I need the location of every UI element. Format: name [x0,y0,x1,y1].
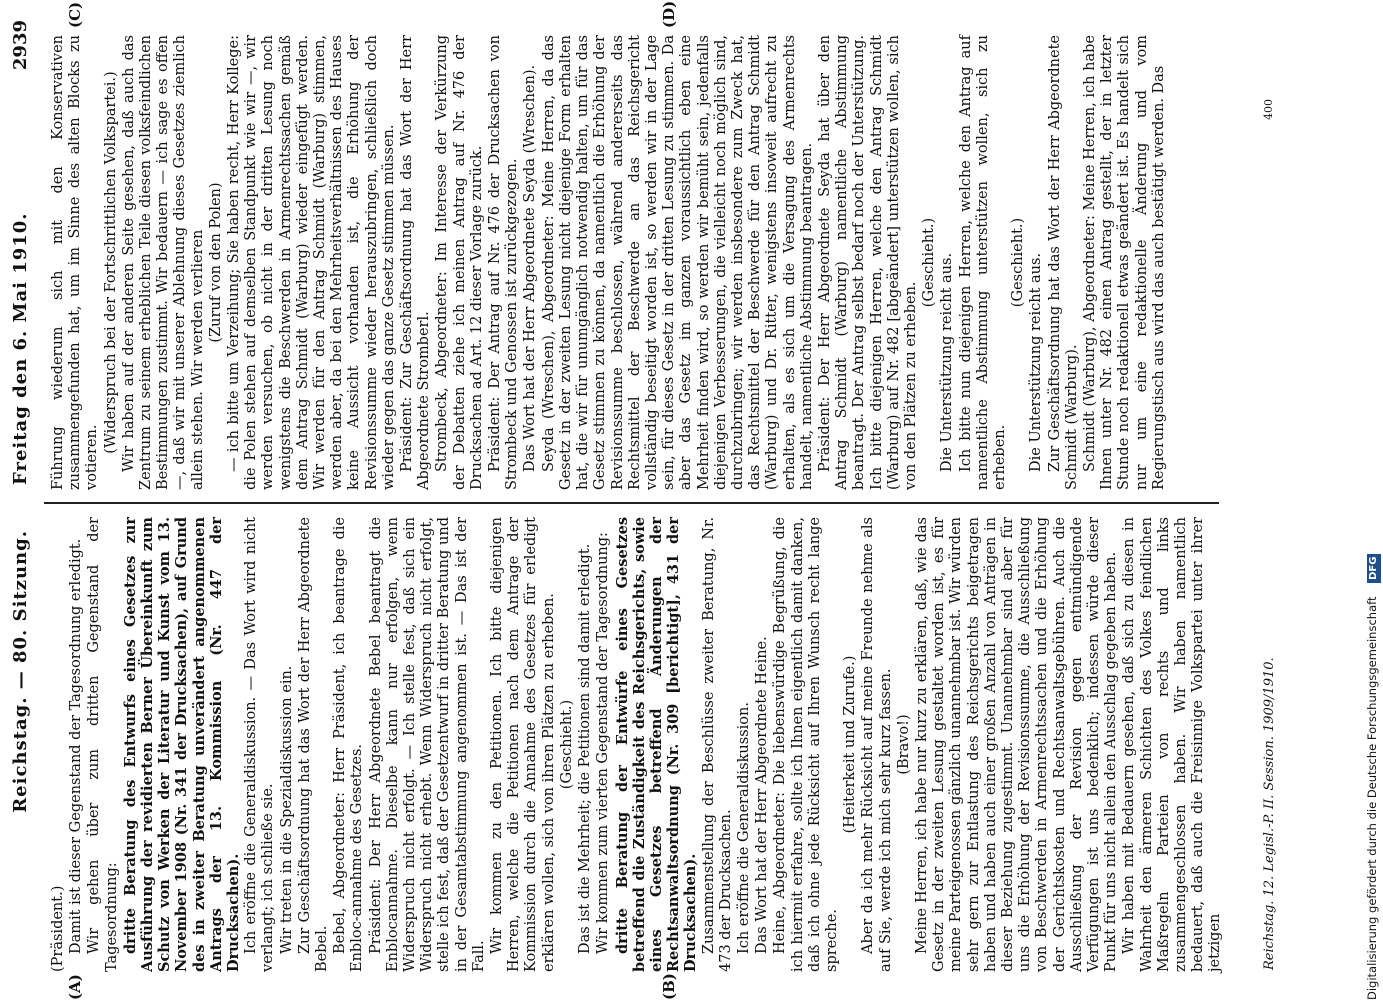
dfg-logo: DFG [1367,554,1381,583]
paragraph: Wir kommen zu den Petitionen. Ich bitte diejenigen Herren, welche die Petitionen nach dem Antrage der Kommission durch die Annahme des Gesetzes für erledigt erklären wollen, sich von ihren Plätzen zu erheben. [489,517,557,972]
paragraph: Das ist die Mehrheit; die Petitionen sind damit erledigt. [577,543,594,954]
paragraph: Zur Geschäftsordnung hat das Wort der Herr Abgeordnete Bebel. [296,517,331,972]
paragraph: Damit ist dieser Gegenstand der Tagesordnung erledigt. [68,538,85,954]
left-text-column [50,517,1224,972]
margin-mark-c: (C) [66,1,84,28]
paragraph: (Widerspruch bei der Fortschrittlichen Volkspartei.) [102,71,119,454]
paragraph: Ich eröffne die Generaldiskussion. — Das Wort wird nicht verlangt; ich schließe sie. [243,517,277,972]
paragraph: (Bravo!) [895,714,912,775]
sidebar-credit [1362,0,1383,1000]
paragraph: Wir gehen über zum dritten Gegenstand der Tagesordnung: [86,517,120,972]
page-number: 2939 [10,20,31,71]
paragraph: Meine Herren, ich habe nur kurz zu erklären, daß, wie das Gesetz in der zweiten Lesung gestaltet worden ist, es für meine Parteigenossen gänzlich unannehmbar ist. Wir würden sehr gern zur Entlastung des Reichsgerichts beigetragen haben und haben auch einer großen Anzahl von Anträgen in dieser Beziehung zugestimmt. Unannehmbar sind aber für uns die Erhöhung der Revisionssumme, die Ausschließung von Beschwerden in Armenrechtssachen und die Erhöhung der Gerichtskosten und Rechtsanwaltsgebühren. Auch die Ausschließung der Revision gegen entmündigende Verfügungen ist uns bedenklich; indessen würde dieser Punkt für uns nicht allein den Ausschlag gegeben haben. [913,517,1120,972]
margin-mark-a: (A) [66,974,84,1000]
right-text-column [50,35,1215,490]
paragraph: (Zuruf von den Polen) [207,182,224,343]
margin-mark-b: (B) [660,973,678,1000]
margin-mark-d: (D) [660,0,678,28]
header-title: Reichstag. — 80. Sitzung. [10,530,31,813]
paragraph: (Heiterkeit und Zurufe.) [842,655,859,834]
paragraph: Ich eröffne die Generaldiskussion. [735,702,752,954]
column-divider [44,502,1219,504]
paragraph: Heine, Abgeordneter: Die liebenswürdige Begrüßung, die ich hiermit erfahre, sollte ich Ihnen eigentlich damit danken, daß ich ohne jede Rücksicht auf Ihren Wunsch recht lange spreche. [772,517,840,972]
paragraph: dritte Beratung des Entwurfs eines Gesetzes zur Ausführung der revidierten Berner Übereinkunft zum Schutz von Werken der Literatur und Kunst vom 13. November 1908 (Nr. 341 der Drucksachen), auf Grund des in zweiter Beratung unverändert angenommenen Antrags der 13. Kommission (Nr. 447 der Drucksachen). [121,517,243,972]
paragraph: Wir kommen zum vierten Gegenstand der Tagesordnung: [595,532,612,954]
paragraph: Schmidt (Warburg), Abgeordneter: Meine Herren, ich habe Ihnen unter Nr. 482 einen Antrag gestellt, der in letzter Stunde noch redaktionell etwas geändert ist. Es handelt sich nur um eine redaktionelle Änderung und vom Regierungstisch aus wird das auch bestätigt werden. Das [1081,35,1167,490]
paragraph: Führung wiederum sich mit den Konservativen zusammengefunden hat, um im Sinne des alten Blocks zu votieren. [50,35,101,490]
paragraph: Ich bitte nun diejenigen Herren, welche den Antrag auf namentliche Abstimmung unterstützen wollen, sich zu erheben. [957,35,1008,490]
paragraph: Zur Geschäftsordnung hat das Wort der Herr Abgeordnete Schmidt (Warburg). [1046,35,1080,490]
paragraph: (Geschieht.) [558,699,575,790]
paragraph: dritte Beratung der Entwürfe eines Gesetzes betreffend die Zuständigkeit des Reichsgerichts, sowie eines Gesetzes betreffend Änderungen der Rechtsanwaltsordnung (Nr. 309 [berichtigt], 431 der Drucksachen). [613,517,700,972]
paragraph: Zusammenstellung der Beschlüsse zweiter Beratung, Nr. 473 der Drucksachen. [700,517,734,972]
paragraph: Bebel, Abgeordneter: Herr Präsident, ich beantrage die Enbloc-annahme des Gesetzes. [332,517,366,972]
paragraph: Präsident: Der Herr Abgeordnete Seyda hat über den Antrag Schmidt (Warburg) namentliche Abstimmung beantragt. Der Antrag selbst bedarf noch der Unterstützung. Ich bitte diejenigen Herren, welche den Antrag Schmidt (Warburg) auf Nr. 482 [abgeändert] unterstützen wollen, sich von den Plätzen zu erheben. [816,35,919,490]
paragraph: Die Unterstützung reicht aus. [1028,252,1045,472]
page-signature: 400 [1262,99,1275,120]
paragraph: Die Unterstützung reicht aus. [939,252,956,472]
paragraph: Das Wort hat der Herr Abgeordnete Heine. [754,636,771,954]
paragraph: (Präsident.) [50,885,66,972]
paragraph: Seyda (Wreschen), Abgeordneter: Meine Herren, da das Gesetz in der zweiten Lesung nicht diejenige Form erhalten hat, die wir für unumgänglich notwendig halten, um für das Gesetz stimmen zu können, da namentlich die Erhöhung der Revisionssumme beschlossen, während andererseits das Rechtsmittel der Beschwerde an das Reichsgericht vollständig beseitigt worden ist, so werden wir in der Lage sein, für dieses Gesetz in der dritten Lesung zu stimmen. Da aber das Gesetz im ganzen voraussichtlich eben eine Mehrheit finden wird, so werden wir bemüht sein, jedenfalls diejenigen Verbesserungen, die vielleicht noch möglich sind, durchzubringen; wir werden insbesondere zum Zweck hat, das Rechtsmittel der Beschwerde für den Antrag Schmidt (Warburg) und Dr. Ritter, wenigstens insoweit aufrecht zu erhalten, als es sich um die Versagung des Armenrechts handelt, namentliche Abstimmung beantragen. [540,35,815,490]
paragraph: Wir treten in die Spezialdiskussion ein. [278,665,295,954]
paragraph: Das Wort hat der Herr Abgeordnete Seyda (Wreschen). [522,64,539,472]
paragraph: Strombeck, Abgeordneter: Im Interesse der Verkürzung der Debatten ziehe ich meinen Antrag auf Nr. 476 der Drucksachen ad Art. 12 dieser Vorlage zurück. [434,35,485,490]
paragraph: Wir haben auf der anderen Seite gesehen, daß auch das Zentrum zu seinem erheblichen Teile diesen volksfeindlichen Bestimmungen zustimmt. Wir bedauern — ich sage es offen —, daß wir mit unserer Ablehnung dieses Gesetzes ziemlich allein stehen. Wir werden verlieren [120,35,206,490]
page-footer: Reichstag. 12. Legisl.-P. II. Session. 1909/1910. [1262,657,1277,970]
paragraph: (Geschieht.) [921,217,938,308]
paragraph: Präsident: Zur Geschäftsordnung hat das Wort der Herr Abgeordnete Stromberl. [399,35,433,490]
header-date: Freitag den 6. Mai 1910. [10,212,31,485]
paragraph: Präsident: Der Herr Abgeordnete Bebel beantragt die Enblocannahme. Dieselbe kann nur erfolgen, wenn Widerspruch nicht erfolgt. — Ich stelle fest, daß sich ein Widerspruch nicht erhebt. Wenn Widerspruch nicht erfolgt, stelle ich fest, daß der Gesetzentwurf in dritter Beratung und in der Gesamtabstimmung angenommen ist. — Das ist der Fall. [367,517,487,972]
paragraph: Präsident: Der Antrag auf Nr. 476 der Drucksachen von Strombeck und Genossen ist zurückgezogen. [487,35,521,490]
sidebar-credit-text: Digitalisierung gefördert durch die Deutsche Forschungsgemeinschaft [1365,596,1379,1000]
paragraph: — ich bitte um Verzeihung; Sie haben recht, Herr Kollege: die Polen stehen auf demselben Standpunkt wie wir —, wir werden versuchen, ob nicht in der dritten Lesung noch wenigstens die Beschwerden in Armenrechtssachen gemäß dem Antrag Schmidt (Warburg) wieder eingefügt werden. Wir werden für den Antrag Schmidt (Warburg) stimmen, werden aber, da bei den Mehrheitsverhältnissen des Hauses keine Aussicht vorhanden ist, die Erhöhung der Revisionssumme wieder herauszubringen, schließlich doch wieder gegen das ganze Gesetz stimmen müssen. [226,35,397,490]
paragraph: (Geschieht.) [1010,217,1027,308]
digitization-sidebar [1362,0,1383,1000]
paragraph: Wir haben mit Bedauern gesehen, daß sich zu diesen in Wahrheit den ärmeren Schichten des Volkes feindlichen Maßregeln Parteien von rechts und links zusammengeschlossen haben. Wir haben namentlich bedauert, daß auch die Freisinnige Volkspartei unter ihrer jetzigen [1121,517,1224,972]
paragraph: Aber da ich mehr Rücksicht auf meine Freunde nehme als auf Sie, werde ich mich sehr kurz fassen. [860,517,894,972]
